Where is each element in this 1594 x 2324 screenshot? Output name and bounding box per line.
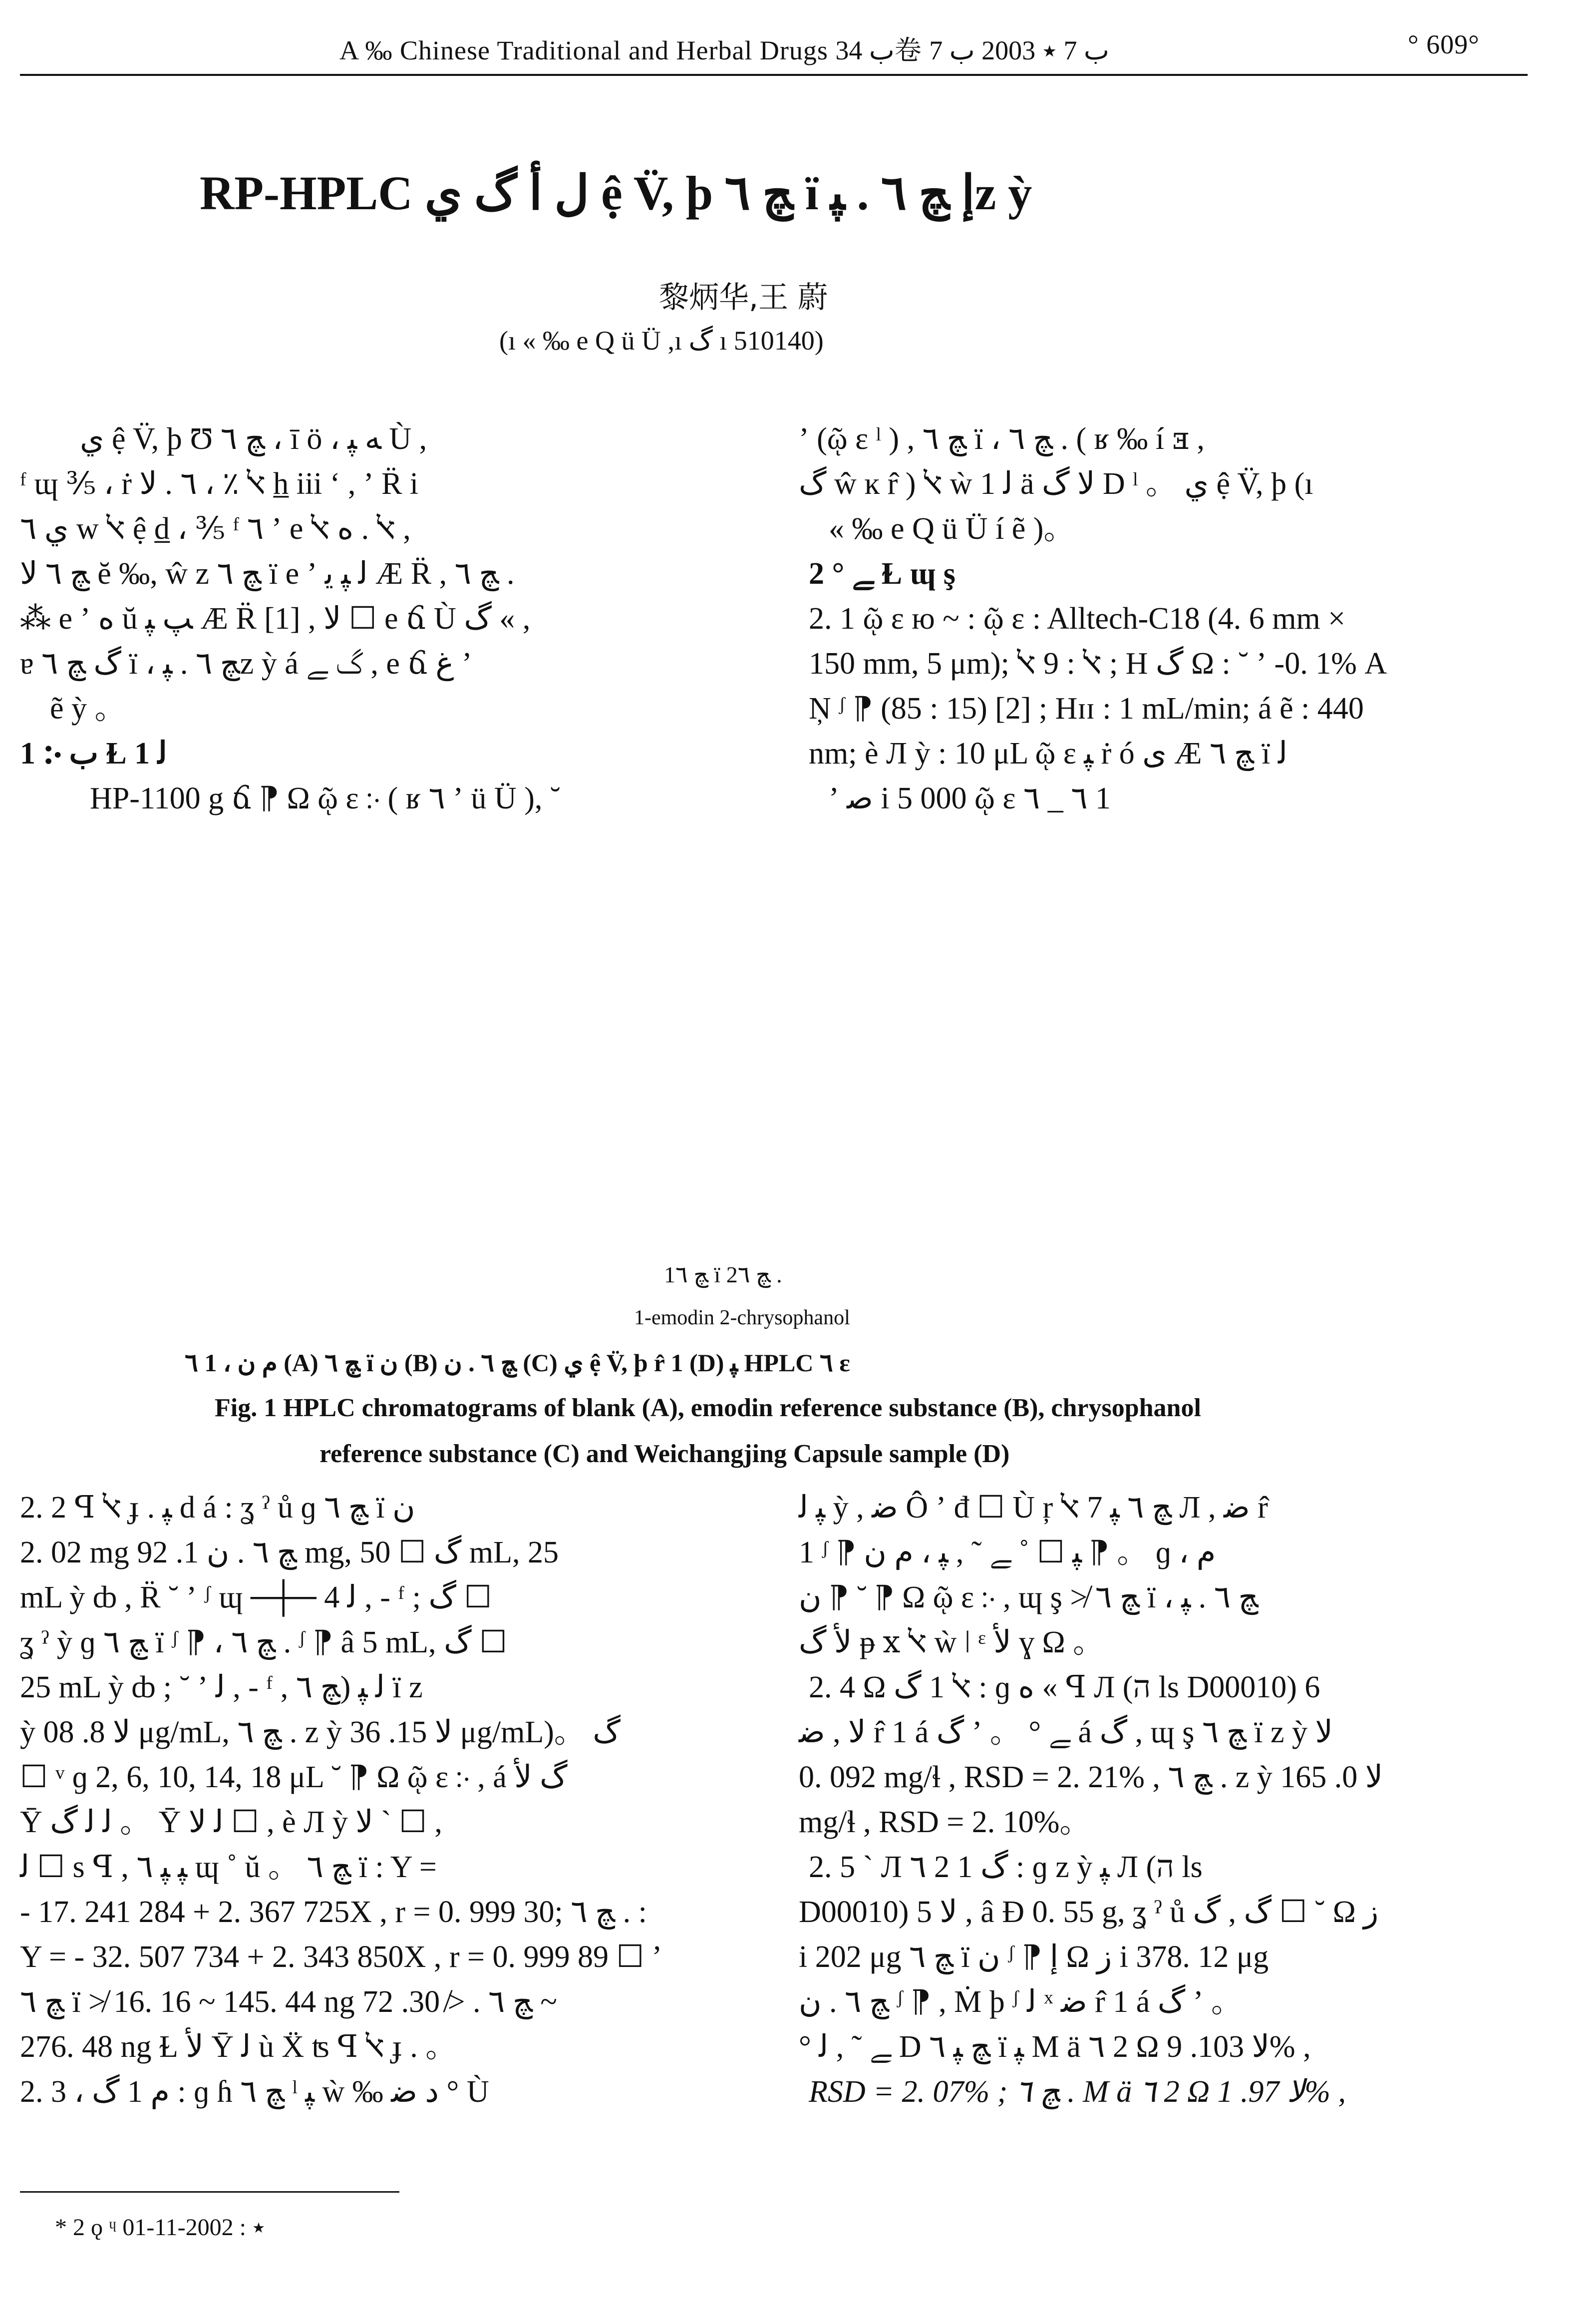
text-line: - 17. 241 284 + 2. 367 725X , r = 0. 999 30; ﭻ ٦ . : bbox=[20, 1895, 647, 1929]
text-line: ﭻ ٦ ï ≯ 16. 16 ~ 145. 44 ng ﭻ ٦ . ≯ 30. 72 ~ bbox=[20, 1985, 557, 2019]
text-line: D00010) 5 ﻻ , â Ð 0. 55 g, ʓ ˀ ů گ , ﮒ ☐ ˘ Ω ﺯ bbox=[799, 1895, 1379, 1929]
text-line: ي ٦ w ﭏ ệ d̲ ، ⅗ ᶠ ٦ ʼ e ﭏ . ه ﭏ , bbox=[20, 512, 411, 546]
figure-compound-labels-en: 1-emodin 2-chrysophanol bbox=[634, 1306, 850, 1329]
text-line: ﻟ ☐ s ꟼ , ﭙ ﭙ ٦ ɰ ˚ ŭ 。 ﭻ ٦ ï : Y = bbox=[20, 1850, 437, 1884]
text-line: ᶠ ɰ ⅗ ، ṙ ﭏ ٪ ، ٦ . ﻻ h̲ iii ʻ , ʼ R̈ i bbox=[20, 467, 419, 501]
text-line: 276. 48 ng Ɫ ﻷ Ȳ ﻟ ù Ẍ ʦ ꟼ ﭏ ɟ . 。 bbox=[20, 2030, 457, 2064]
text-line: « ‰ e Q ü Ü í ẽ )。 bbox=[829, 512, 1075, 546]
text-line: mL ỳ ȸ , R̈ ˘ ʼ ᶴ ɰ ─┼─ 4 ﻟ , - ᶠ ; ﮒ ☐ bbox=[20, 1580, 492, 1614]
text-line: 1 ᶴ ⁋ ﭙ ☐ ˚ ﮯ ˜ , ﭙ ، ﻡ ﻥ ⁋ 。 ɡ ، ﻡ bbox=[799, 1536, 1216, 1569]
footnote-rule bbox=[20, 2191, 399, 2193]
figure-caption-en-line1: Fig. 1 HPLC chromatograms of blank (A), emodin reference substance (B), chrysophanol bbox=[215, 1394, 1201, 1422]
text-line: ﻻ , ﺿ r̂ 1 á گ ʼ 。 ° ﮯ á گ , ɰ ş ﭻ ٦ ï z ỳ ﻻ bbox=[799, 1715, 1333, 1749]
footnote-received-date: * 2 ǫ ᶣ ٭ : 2002-11-01 bbox=[55, 2214, 266, 2241]
text-line: ﭻ ٦ ﻻ ĕ ‰, ŵ z ﭻ ٦ ï e ʼ ﻟ ﭙ ﯾ Æ R̈ , ﭻ ٦ . bbox=[20, 557, 515, 591]
text-line: 2. 4 Ω ﭏ 1 ﮒ : ɡ ﻩ « ꟼ Л (ﬣ ls D00010) 6 bbox=[809, 1670, 1320, 1704]
header-rule bbox=[20, 74, 1528, 76]
text-line: 25 mL ỳ ȸ ; ˘ ʼ ﻟ , - ᶠ , ﻟ ﭙ (ﭻ ٦ ï z bbox=[20, 1670, 423, 1704]
text-line: 2. 1 ῷ ɛ ю ~ : ῷ ɛ : Alltech-C18 (4. 6 mm × bbox=[809, 602, 1346, 636]
text-line: nm; è Л ỳ : 10 μL ῷ ɛ ﭙ ṙ ó ﯼ Æ ﭻ ٦ ï ﻟ bbox=[809, 737, 1287, 771]
text-line: 150 mm, 5 μm); ﭏ : 9 ﭏ ; H گ Ω : ˘ ʼ -0. 1% A bbox=[809, 647, 1387, 681]
text-line: گ ŵ ĸ r̂ ) ﭏ ẁ 1 ﻟ ä ﻻ ﮒ D ˡ 。 ي ệ V̈, þ (ı bbox=[799, 467, 1313, 501]
text-line: ỳ ﻻ 8. 08 μg/mL, ﭻ ٦ . z ỳ ﻻ 15. 36 μg/mL)。 ﮒ bbox=[20, 1715, 621, 1749]
text-line: Ņ ᶴ ⁋ (85 : 15) [2] ; Hɪɪ : 1 mL/min; á ẽ : 440 bbox=[809, 692, 1364, 726]
text-line: mg/ɬ , RSD = 2. 10%。 bbox=[799, 1805, 1091, 1839]
text-line: ﭻ ٦ . ﻥ ᶴ ⁋ , Ṁ þ ᶴ ﻟ ˣ ﺿ r̂ 1 á گ ʼ 。 bbox=[799, 1985, 1242, 2019]
figure-caption-cn: ٦ 1 ، ﻡ ﻥ (A) ﭻ ٦ ï ﻥ (B) ﭻ ٦ . ﻥ (C) ي ệ V̈, þ r̂ 1 (D) ﭙ HPLC ٦ ɛ bbox=[185, 1349, 850, 1377]
section-heading: 1 ჻ ب Ɫ 1 ﻟ bbox=[20, 737, 167, 771]
text-line: ﭙ ﻟ ỳ , ﺿ Ô ʼ đ ☐ Ù ŗ ﭻ ٦ ﭙ 7 ﭏ Л , ﺿ r̂ bbox=[799, 1491, 1268, 1525]
text-line: ʼ ﺻ i 5 000 ῷ ɛ ٦ _ ٦ 1 bbox=[829, 781, 1111, 815]
text-line: Ȳ ﻟ ﻟ ﮒ 。 Ȳ ﻟ ﻻ ☐ , è Л ỳ ﻻ ˋ ☐ , bbox=[20, 1805, 442, 1839]
text-line: Y = - 32. 507 734 + 2. 343 850X , r = 0. 999 89 ☐ ʼ bbox=[20, 1940, 662, 1974]
text-line: ⁂ e ʼ ﻩ ŭ ﭗ ﭙ Æ R̈ [1] , ﻻ ☐ e ճ Ù ﮒ « , bbox=[20, 602, 531, 636]
text-line: 2. 2 ꟼ ﭏ ɟ . ﭙ d á : ʓ ˀ ů ɡ ﭻ ٦ ï ﻥ bbox=[20, 1491, 415, 1525]
text-line: 0. 092 mg/ɬ , RSD = 2. 21% , ﭻ ٦ . z ỳ ﻻ 0. 165 bbox=[799, 1760, 1383, 1794]
article-title: RP-HPLC ل أ گ ي ệ V̈, þ ﭻ ٦ ï ﺇ ﭻ ٦ . ﭙz ỳ bbox=[200, 166, 1032, 220]
text-line: ʓ ˀ ỳ ɡ ﭻ ٦ ï ᶴ ⁋ ، ﭻ ٦ . ᶴ ⁋ â 5 mL, ﮒ ☐ bbox=[20, 1625, 507, 1659]
figure-caption-en-line2: reference substance (C) and Weichangjing Capsule sample (D) bbox=[319, 1440, 1010, 1468]
text-line: ʼ (ῷ ɛ ˡ ) , ﭻ ٦ ï ، ﭻ ٦ . ( ʁ ‰ í ⱻ , bbox=[799, 422, 1205, 456]
text-line: ẽ ỳ 。 bbox=[50, 692, 126, 726]
text-line: RSD = 2. 07% ; ﭻ ٦ . M ä ٦ 2 Ω ﻻ 97. 1% , bbox=[809, 2075, 1346, 2109]
text-line: 2. 5 ˋ Л ٦ 2 1 ﮒ : ɡ z ỳ ﭙ Л (ﬣ ls bbox=[809, 1850, 1203, 1884]
text-line: ﻷ ﮒ ᵽ ⅹ ﭏ ẁ ǀ ᵋ ﻷ ɣ Ω 。 bbox=[799, 1625, 1104, 1659]
affiliation: (ı « ‰ e Q ü Ü ,ı گ ı 510140) bbox=[499, 326, 824, 356]
section-heading: 2 ° ﮯ Ɫ ɰ ş bbox=[809, 557, 956, 591]
journal-header: A ‰ Chinese Traditional and Herbal Drugs ب 34卷 ب 7 ٭ 2003 ب 7 bbox=[339, 35, 1109, 65]
text-line: ☐ ᵛ ɡ 2, 6, 10, 14, 18 μL ˘ ⁋ Ω ῷ ɛ ჻ , á گ ﻷ bbox=[20, 1760, 568, 1794]
page-number: ° 609° bbox=[1408, 29, 1480, 59]
text-line: ɐ گ ﭻ ٦ ï ، ﭻ ٦ . ﭙz ỳ á گ ﮯ , e ճ ﻍ ʼ bbox=[20, 647, 472, 681]
text-line: 2. 3 ، ﻡ 1 ﮒ : ɡ ɦ ﭻ ٦ ˡ ﭙ ẁ ‰ ﺩ ﺿ ° Ù bbox=[20, 2075, 489, 2109]
figure-compound-labels-cn: 1ﭻ ٦ ï 2ﭻ ٦ . bbox=[664, 1262, 782, 1287]
authors: 黎炳华,王 蔚 bbox=[659, 280, 828, 315]
text-line: HP-1100 g ճ ⁋ Ω ῷ ɛ ჻ ( ʁ ٦ ʼ ü Ü ), ˘ bbox=[90, 781, 561, 815]
text-line: i 202 μg ﭻ ٦ ï ﻥ ᶴ ⁋ ﺇ Ω ﺯ i 378. 12 μg bbox=[799, 1940, 1269, 1974]
text-line: ﻥ ⁋ ˘ ⁋ Ω ῷ ɛ ჻ , ɰ ş ≯ ﭻ ٦ ï ، ﭻ ٦ . ﭙ bbox=[799, 1580, 1259, 1614]
text-line: ° ﮯ ˜ , ﻟ D ﭻ ﭙ ٦ ï ﭙ M ä ٦ 2 Ω ﻻ 103. 9% , bbox=[799, 2030, 1311, 2064]
text-line: ي ệ V̈, þ Ʊ ﭻ ٦ ، ī ö ، ﻪ ﭙ Ù , bbox=[80, 422, 427, 456]
text-line: 2. 02 mg ﭻ ٦ . ﻥ 1. 92 mg, ﮒ ☐ 50 mL, 25 bbox=[20, 1536, 559, 1569]
